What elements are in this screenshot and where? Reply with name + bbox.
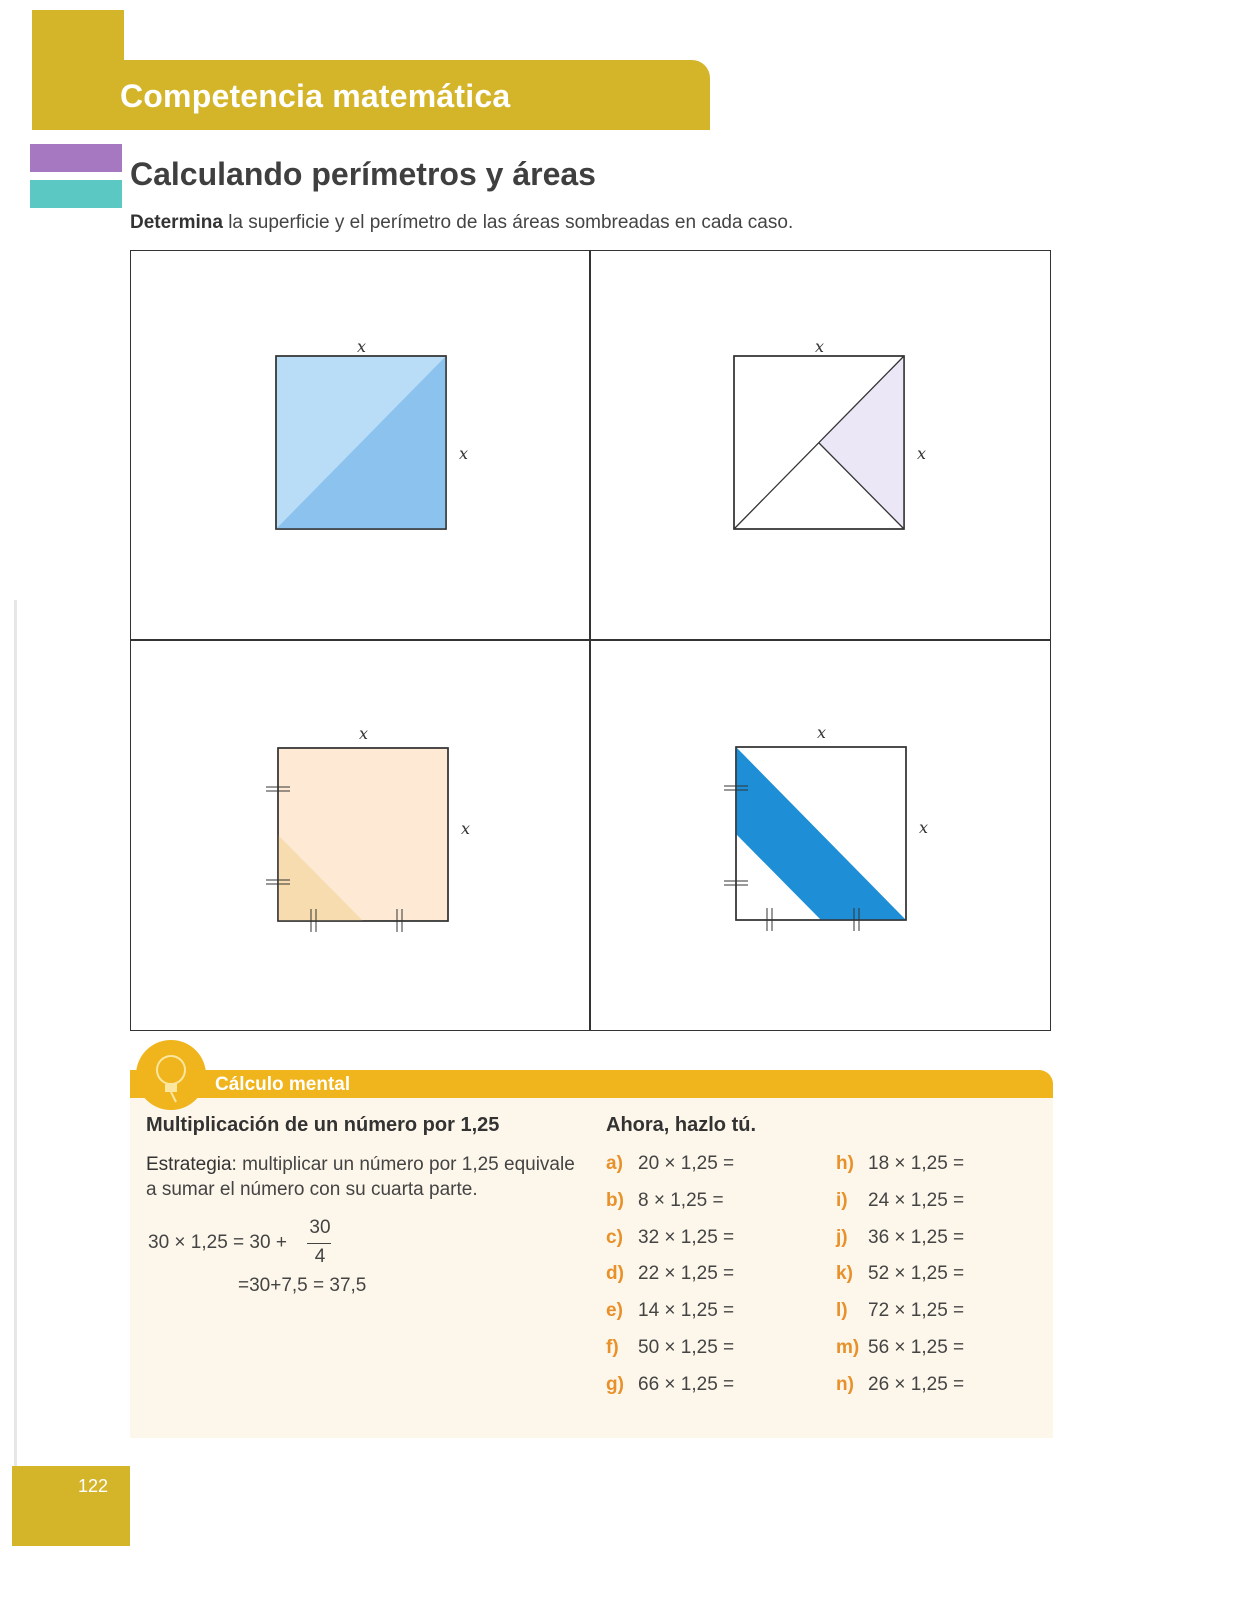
exercise-letter: a) [606,1153,623,1174]
exercise-expression: 52 × 1,25 = [868,1263,965,1285]
figure-3-top-label: x [359,724,369,743]
exercise-expression: 50 × 1,25 = [638,1337,735,1358]
figure-4-side-label: x [919,818,929,837]
exercise-item [606,1337,734,1359]
exercise-letter: k) [836,1263,853,1285]
figure-4-top-label: x [817,723,827,742]
exercise-letter: i) [836,1189,848,1211]
figure-2 [734,337,926,529]
exercise-expression: 8 × 1,25 = [638,1189,724,1211]
exercise-item [836,1300,964,1322]
exercise-letter: e) [606,1300,623,1322]
figure-3-side-label: x [461,819,471,838]
exercise-item [836,1374,964,1396]
exercise-item [606,1374,734,1396]
exercise-expression: 26 × 1,25 = [868,1373,965,1395]
figure-2-top-label: x [815,337,825,356]
exercise-letter: n) [836,1373,854,1395]
exercise-letter: c) [606,1226,623,1248]
example-denominator: 4 [314,1246,326,1267]
figure-2-side-label: x [917,444,927,463]
lightbulb-icon [136,1040,206,1110]
exercise-item [836,1337,964,1359]
exercise-letter: m) [836,1337,860,1358]
exercise-item [606,1300,734,1322]
example-lhs: 30 × 1,25 = 30 + [148,1232,287,1253]
instruction-verb: Determina [130,212,223,233]
exercise-expression: 24 × 1,25 = [868,1189,965,1211]
header-title: Competencia matemática [120,78,511,114]
figure-4 [724,723,928,931]
figure-1-side-label: x [459,444,469,463]
exercise-expression: 32 × 1,25 = [638,1226,735,1248]
figure-1 [276,337,468,529]
example-numerator: 30 [309,1217,331,1238]
figure-1-top-label: x [357,337,367,356]
exercise-expression: 66 × 1,25 = [638,1373,735,1395]
strategy-label: Estrategia [146,1154,232,1175]
exercise-item [606,1227,734,1249]
exercise-item [606,1263,734,1285]
exercise-letter: l) [836,1300,848,1322]
page-number-tab [12,1466,130,1546]
exercise-item [836,1263,964,1285]
exercise-letter: b) [606,1189,624,1211]
exercise-expression: 20 × 1,25 = [638,1153,735,1174]
exercise-letter: h) [836,1153,854,1174]
page-number: 122 [78,1476,109,1496]
exercise-letter: f) [606,1337,619,1358]
exercise-item [606,1153,734,1175]
exercise-expression: 72 × 1,25 = [868,1300,965,1322]
exercise-letter: j) [836,1226,848,1248]
exercise-item [836,1190,964,1212]
fraction-bar [307,1243,331,1244]
exercise-item [836,1227,964,1249]
exercise-letter: d) [606,1263,624,1285]
exercise-expression: 36 × 1,25 = [868,1226,965,1248]
exercise-item [836,1153,964,1175]
practice-prompt: Ahora, hazlo tú. [606,1114,756,1136]
exercise-expression: 18 × 1,25 = [868,1153,965,1174]
figure-3 [266,724,470,932]
mental-calc-subtitle: Multiplicación de un número por 1,25 [146,1114,500,1136]
instruction-text: la superficie y el perímetro de las áreas sombreadas en cada caso. [222,212,794,233]
example-line2: =30+7,5 = 37,5 [238,1275,367,1296]
exercise-expression: 14 × 1,25 = [638,1300,735,1322]
exercise-expression: 22 × 1,25 = [638,1263,735,1285]
exercise-letter: g) [606,1373,624,1395]
exercise-expression: 56 × 1,25 = [868,1337,965,1358]
strategy-text: Estrategia: multiplicar un número por 1,25 equivale a sumar el número con su cuarta parte. [146,1154,575,1200]
mental-calc-title: Cálculo mental [215,1074,351,1095]
section-title: Calculando perímetros y áreas [130,156,596,192]
exercise-item [606,1190,724,1212]
